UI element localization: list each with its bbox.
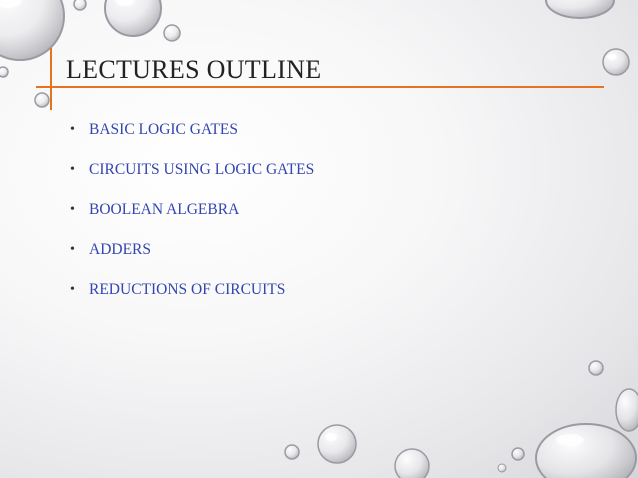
bullet-text: REDUCTIONS OF CIRCUITS xyxy=(89,281,286,298)
bullet-item xyxy=(70,110,314,150)
water-drop xyxy=(616,389,638,431)
bullet-text: BASIC LOGIC GATES xyxy=(89,121,238,138)
water-drop xyxy=(536,424,636,478)
water-drop xyxy=(512,448,524,460)
bullet-dot: • xyxy=(70,122,75,137)
water-drop xyxy=(105,0,161,36)
water-drop xyxy=(498,464,506,472)
water-drop xyxy=(589,361,603,375)
bullet-item xyxy=(70,150,314,190)
water-drop xyxy=(164,25,180,41)
bullet-item xyxy=(70,230,314,270)
water-drop xyxy=(285,445,299,459)
bullet-item xyxy=(70,270,314,310)
bullet-dot: • xyxy=(70,202,75,217)
bullet-text: CIRCUITS USING LOGIC GATES xyxy=(89,161,315,178)
accent-horizontal-line xyxy=(36,86,604,88)
bullet-dot: • xyxy=(70,282,75,297)
water-drop xyxy=(74,0,86,10)
water-drop xyxy=(35,93,49,107)
bullet-item xyxy=(70,190,314,230)
water-drop xyxy=(395,449,429,478)
water-drop xyxy=(318,425,356,463)
bullet-text: ADDERS xyxy=(89,241,152,258)
water-drop xyxy=(603,49,629,75)
slide-title: LECTURES OUTLINE xyxy=(66,55,322,84)
water-drop xyxy=(546,0,614,18)
water-drop xyxy=(0,0,64,60)
bullet-dot: • xyxy=(70,162,75,177)
bullet-list xyxy=(70,110,314,310)
accent-vertical-line xyxy=(50,48,52,110)
bullet-text: BOOLEAN ALGEBRA xyxy=(89,201,240,218)
bullet-dot: • xyxy=(70,242,75,257)
water-drop xyxy=(0,67,8,77)
